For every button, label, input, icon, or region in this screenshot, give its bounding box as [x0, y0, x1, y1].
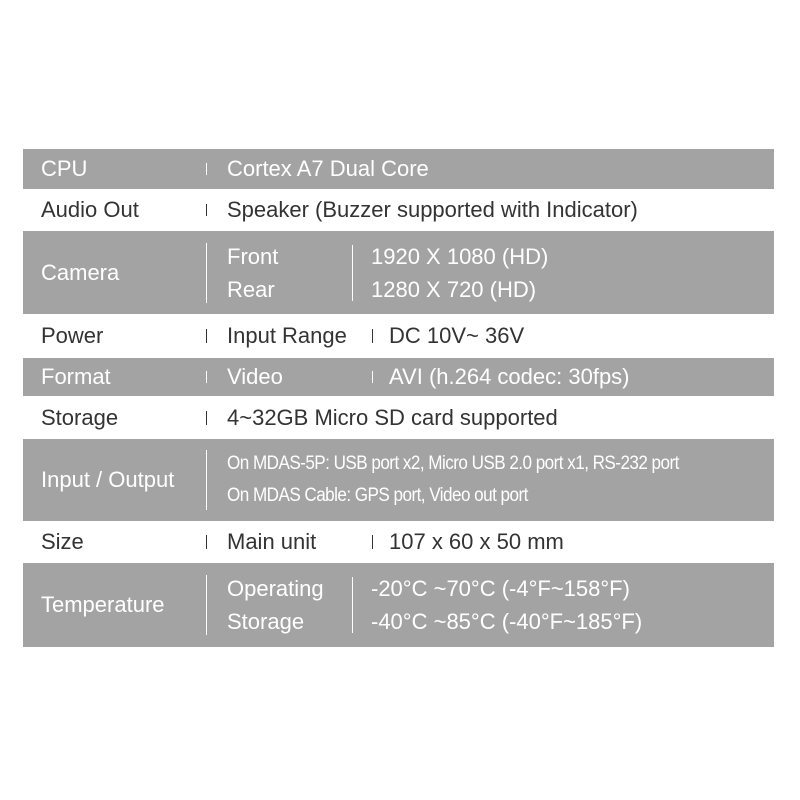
- spec-label-power: Power: [41, 323, 104, 348]
- temperature-values: [359, 572, 642, 638]
- separator: [199, 563, 213, 647]
- format-key: Video: [227, 364, 283, 389]
- format-value: AVI (h.264 codec: 30fps): [389, 364, 630, 389]
- separator: [199, 149, 213, 189]
- separator: [345, 563, 359, 647]
- separator: [199, 231, 213, 314]
- spec-value-storage: 4~32GB Micro SD card supported: [227, 404, 558, 430]
- size-key: Main unit: [227, 529, 317, 554]
- spec-row-storage: [23, 398, 774, 437]
- spec-label-cpu: CPU: [41, 156, 88, 181]
- camera-keys: [213, 240, 345, 306]
- power-key: Input Range: [227, 323, 347, 348]
- spec-table: [23, 149, 774, 647]
- spec-row-cpu: [23, 149, 774, 189]
- spec-label-temperature: Temperature: [41, 592, 165, 617]
- spec-row-camera: [23, 231, 774, 314]
- separator: [365, 316, 379, 356]
- spec-row-format: [23, 358, 774, 396]
- input-output-line: On MDAS-5P: USB port x2, Micro USB 2.0 port x1, RS-232 port: [227, 453, 679, 474]
- spec-label-input-output: Input / Output: [41, 467, 175, 492]
- separator: [365, 358, 379, 396]
- spec-value-audio-out: Speaker (Buzzer supported with Indicator): [227, 197, 638, 222]
- temperature-keys: [213, 572, 345, 638]
- separator: [199, 439, 213, 521]
- spec-row-audio-out: [23, 191, 774, 229]
- spec-row-power: [23, 316, 774, 356]
- separator: [199, 316, 213, 356]
- spec-label-size: Size: [41, 529, 84, 554]
- camera-key-front: Front: [227, 243, 279, 269]
- separator: [199, 191, 213, 229]
- separator: [345, 231, 359, 314]
- separator: [199, 523, 213, 561]
- spec-row-temperature: [23, 563, 774, 647]
- power-value: DC 10V~ 36V: [389, 323, 525, 348]
- size-value: 107 x 60 x 50 mm: [389, 529, 564, 554]
- spec-row-size: [23, 523, 774, 561]
- spec-label-format: Format: [41, 364, 111, 389]
- separator: [365, 523, 379, 561]
- spec-label-camera: Camera: [41, 259, 120, 285]
- input-output-line: On MDAS Cable: GPS port, Video out port: [227, 485, 528, 506]
- spec-value-cpu: Cortex A7 Dual Core: [227, 156, 429, 181]
- camera-value-front: 1920 X 1080 (HD): [371, 243, 549, 269]
- separator: [199, 358, 213, 396]
- separator: [199, 398, 213, 437]
- camera-values: [359, 240, 548, 306]
- temperature-value-operating: -20°C ~70°C (-4°F~158°F): [371, 576, 630, 601]
- spec-label-storage: Storage: [41, 404, 119, 430]
- spec-row-input-output: [23, 439, 774, 521]
- camera-value-rear: 1280 X 720 (HD): [371, 276, 537, 302]
- temperature-key-operating: Operating: [227, 576, 324, 601]
- input-output-lines: [213, 448, 729, 512]
- temperature-value-storage: -40°C ~85°C (-40°F~185°F): [371, 609, 643, 634]
- temperature-key-storage: Storage: [227, 609, 305, 634]
- camera-key-rear: Rear: [227, 276, 275, 302]
- spec-label-audio-out: Audio Out: [41, 197, 139, 222]
